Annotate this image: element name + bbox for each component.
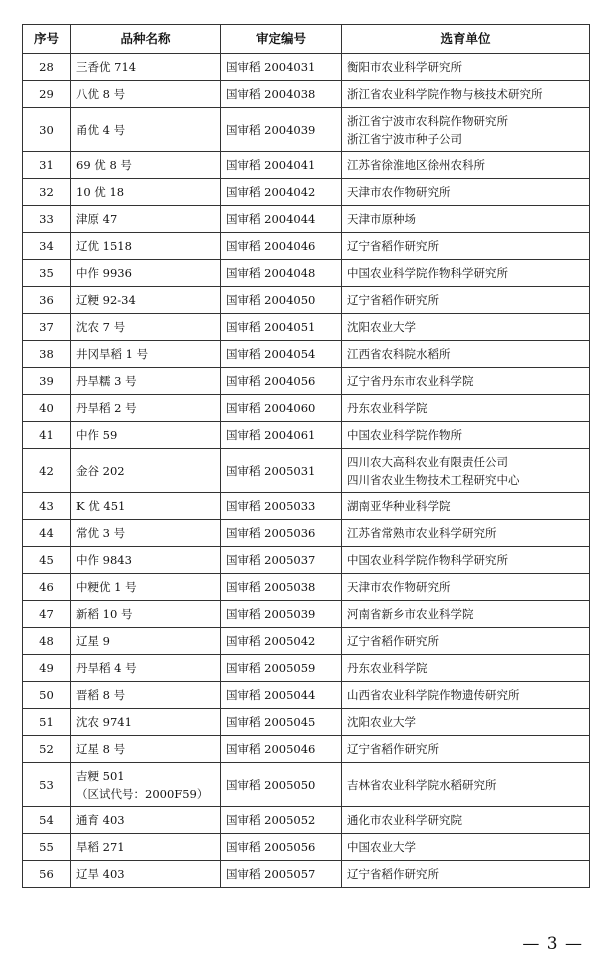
variety-name-line: 辽星 9	[76, 634, 110, 648]
cell-variety-name	[71, 395, 221, 422]
cell-breeding-unit	[342, 341, 590, 368]
cell-approval-number: 国审稻 2005052	[221, 807, 342, 834]
cell-serial-number: 48	[23, 628, 71, 655]
breeding-unit-line: 辽宁省丹东市农业科学院	[347, 374, 474, 388]
cell-breeding-unit	[342, 861, 590, 888]
cell-serial-number: 51	[23, 709, 71, 736]
cell-serial-number: 32	[23, 179, 71, 206]
cell-breeding-unit	[342, 206, 590, 233]
variety-name-line: 丹旱稻 2 号	[76, 401, 137, 415]
table-row	[23, 206, 590, 233]
cell-serial-number: 36	[23, 287, 71, 314]
cell-approval-number: 国审稻 2005056	[221, 834, 342, 861]
variety-name-line: 井冈旱稻 1 号	[76, 347, 149, 361]
cell-variety-name	[71, 861, 221, 888]
breeding-unit-line: 沈阳农业大学	[347, 715, 416, 729]
cell-breeding-unit	[342, 368, 590, 395]
cell-variety-name	[71, 152, 221, 179]
cell-approval-number: 国审稻 2005031	[221, 449, 342, 493]
table-row	[23, 861, 590, 888]
cell-serial-number: 44	[23, 520, 71, 547]
table-row	[23, 314, 590, 341]
cell-approval-number: 国审稻 2005042	[221, 628, 342, 655]
variety-name-line: 沈农 9741	[76, 715, 132, 729]
table-row	[23, 152, 590, 179]
cell-breeding-unit	[342, 179, 590, 206]
cell-serial-number: 47	[23, 601, 71, 628]
table-row	[23, 709, 590, 736]
cell-variety-name	[71, 108, 221, 152]
variety-name-line: 新稻 10 号	[76, 607, 133, 621]
variety-name-line: 津原 47	[76, 212, 118, 226]
breeding-unit-line: 浙江省宁波市种子公司	[347, 131, 462, 146]
variety-name-line: 甬优 4 号	[76, 122, 126, 137]
cell-breeding-unit	[342, 709, 590, 736]
cell-variety-name	[71, 574, 221, 601]
breeding-unit-line: 吉林省农业科学院水稻研究所	[347, 777, 497, 792]
cell-serial-number: 35	[23, 260, 71, 287]
breeding-unit-line: 丹东农业科学院	[347, 401, 428, 415]
cell-variety-name	[71, 628, 221, 655]
cell-breeding-unit	[342, 601, 590, 628]
table-row	[23, 108, 590, 152]
table-row	[23, 422, 590, 449]
breeding-unit-line: 湖南亚华种业科学院	[347, 499, 451, 513]
breeding-unit-line: 天津市原种场	[347, 212, 416, 226]
cell-serial-number: 49	[23, 655, 71, 682]
breeding-unit-line: 天津市农作物研究所	[347, 185, 451, 199]
table-row	[23, 179, 590, 206]
table-row	[23, 655, 590, 682]
breeding-unit-line: 浙江省农业科学院作物与核技术研究所	[347, 87, 543, 101]
cell-serial-number: 45	[23, 547, 71, 574]
cell-approval-number: 国审稻 2004051	[221, 314, 342, 341]
cell-serial-number: 39	[23, 368, 71, 395]
table-row	[23, 601, 590, 628]
cell-serial-number: 56	[23, 861, 71, 888]
variety-name-line: 中作 9843	[76, 553, 132, 567]
cell-approval-number: 国审稻 2005044	[221, 682, 342, 709]
breeding-unit-line: 中国农业科学院作物科学研究所	[347, 266, 508, 280]
cell-variety-name	[71, 449, 221, 493]
cell-serial-number: 28	[23, 54, 71, 81]
cell-approval-number: 国审稻 2004042	[221, 179, 342, 206]
variety-name-line: 辽优 1518	[76, 239, 132, 253]
page-number: — 3 —	[522, 934, 583, 954]
cell-breeding-unit	[342, 520, 590, 547]
table-row	[23, 81, 590, 108]
cell-serial-number: 46	[23, 574, 71, 601]
cell-breeding-unit	[342, 834, 590, 861]
table-row	[23, 449, 590, 493]
cell-approval-number: 国审稻 2004050	[221, 287, 342, 314]
table-row	[23, 287, 590, 314]
table-row	[23, 520, 590, 547]
cell-approval-number: 国审稻 2004031	[221, 54, 342, 81]
table-row	[23, 395, 590, 422]
table-row	[23, 807, 590, 834]
cell-breeding-unit	[342, 449, 590, 493]
table-row	[23, 547, 590, 574]
variety-name-line: 69 优 8 号	[76, 158, 132, 172]
cell-variety-name	[71, 807, 221, 834]
table-row	[23, 628, 590, 655]
cell-breeding-unit	[342, 763, 590, 807]
cell-serial-number: 37	[23, 314, 71, 341]
table-row	[23, 834, 590, 861]
table-row	[23, 368, 590, 395]
cell-variety-name	[71, 655, 221, 682]
table-row	[23, 493, 590, 520]
variety-name-line: K 优 451	[76, 499, 126, 513]
breeding-unit-line: 江苏省常熟市农业科学研究所	[347, 526, 497, 540]
variety-name-line: 辽粳 92-34	[76, 293, 136, 307]
cell-breeding-unit	[342, 395, 590, 422]
cell-variety-name	[71, 682, 221, 709]
cell-serial-number: 54	[23, 807, 71, 834]
variety-name-line: 丹旱稻 4 号	[76, 661, 137, 675]
breeding-unit-line: 辽宁省稻作研究所	[347, 634, 439, 648]
cell-variety-name	[71, 601, 221, 628]
cell-variety-name	[71, 520, 221, 547]
header-variety-name: 品种名称	[71, 25, 221, 54]
table-header-row	[23, 25, 590, 54]
cell-breeding-unit	[342, 81, 590, 108]
cell-breeding-unit	[342, 807, 590, 834]
cell-variety-name	[71, 422, 221, 449]
cell-approval-number: 国审稻 2004039	[221, 108, 342, 152]
cell-variety-name	[71, 493, 221, 520]
variety-name-line: 常优 3 号	[76, 526, 126, 540]
cell-approval-number: 国审稻 2005045	[221, 709, 342, 736]
table-row	[23, 233, 590, 260]
cell-breeding-unit	[342, 54, 590, 81]
cell-approval-number: 国审稻 2005036	[221, 520, 342, 547]
cell-breeding-unit	[342, 287, 590, 314]
table-row	[23, 260, 590, 287]
breeding-unit-line: 辽宁省稻作研究所	[347, 867, 439, 881]
cell-breeding-unit	[342, 233, 590, 260]
cell-breeding-unit	[342, 574, 590, 601]
cell-variety-name	[71, 709, 221, 736]
cell-serial-number: 30	[23, 108, 71, 152]
table-row	[23, 736, 590, 763]
cell-approval-number: 国审稻 2004044	[221, 206, 342, 233]
cell-variety-name	[71, 260, 221, 287]
cell-approval-number: 国审稻 2004054	[221, 341, 342, 368]
cell-approval-number: 国审稻 2004060	[221, 395, 342, 422]
cell-variety-name	[71, 54, 221, 81]
variety-name-line: 吉粳 501	[76, 768, 125, 783]
cell-breeding-unit	[342, 314, 590, 341]
table-row	[23, 682, 590, 709]
breeding-unit-line: 河南省新乡市农业科学院	[347, 607, 474, 621]
cell-serial-number: 33	[23, 206, 71, 233]
cell-serial-number: 41	[23, 422, 71, 449]
cell-approval-number: 国审稻 2004041	[221, 152, 342, 179]
table-row	[23, 341, 590, 368]
variety-name-line: 10 优 18	[76, 185, 125, 199]
cell-variety-name	[71, 287, 221, 314]
variety-name-line: 辽旱 403	[76, 867, 125, 881]
cell-serial-number: 40	[23, 395, 71, 422]
header-serial-number: 序号	[23, 25, 71, 54]
variety-name-line: 三香优 714	[76, 60, 137, 74]
variety-name-line: 辽星 8 号	[76, 742, 126, 756]
cell-variety-name	[71, 341, 221, 368]
cell-variety-name	[71, 736, 221, 763]
cell-approval-number: 国审稻 2005033	[221, 493, 342, 520]
cell-approval-number: 国审稻 2005037	[221, 547, 342, 574]
breeding-unit-line: 江苏省徐淮地区徐州农科所	[347, 158, 485, 172]
cell-breeding-unit	[342, 260, 590, 287]
cell-serial-number: 52	[23, 736, 71, 763]
breeding-unit-line: 沈阳农业大学	[347, 320, 416, 334]
breeding-unit-line: 丹东农业科学院	[347, 661, 428, 675]
cell-breeding-unit	[342, 422, 590, 449]
variety-name-line: 金谷 202	[76, 463, 125, 478]
cell-serial-number: 42	[23, 449, 71, 493]
breeding-unit-line: 衡阳市农业科学研究所	[347, 60, 462, 74]
variety-name-line: 通育 403	[76, 813, 125, 827]
cell-variety-name	[71, 233, 221, 260]
cell-breeding-unit	[342, 655, 590, 682]
cell-approval-number: 国审稻 2004056	[221, 368, 342, 395]
cell-breeding-unit	[342, 628, 590, 655]
cell-approval-number: 国审稻 2004046	[221, 233, 342, 260]
cell-variety-name	[71, 834, 221, 861]
cell-variety-name	[71, 206, 221, 233]
breeding-unit-line: 辽宁省稻作研究所	[347, 742, 439, 756]
breeding-unit-line: 中国农业科学院作物科学研究所	[347, 553, 508, 567]
variety-name-line: 晋稻 8 号	[76, 688, 126, 702]
breeding-unit-line: 四川农大高科农业有限责任公司	[347, 454, 508, 469]
breeding-unit-line: 辽宁省稻作研究所	[347, 293, 439, 307]
cell-serial-number: 55	[23, 834, 71, 861]
variety-name-line: 中作 59	[76, 428, 118, 442]
breeding-unit-line: 中国农业大学	[347, 840, 416, 854]
variety-name-line: 丹旱糯 3 号	[76, 374, 137, 388]
cell-variety-name	[71, 314, 221, 341]
variety-name-line: 八优 8 号	[76, 87, 126, 101]
header-approval-number: 审定编号	[221, 25, 342, 54]
variety-table	[22, 24, 590, 888]
cell-serial-number: 38	[23, 341, 71, 368]
cell-approval-number: 国审稻 2004061	[221, 422, 342, 449]
breeding-unit-line: 天津市农作物研究所	[347, 580, 451, 594]
variety-name-line: 沈农 7 号	[76, 320, 126, 334]
cell-approval-number: 国审稻 2005059	[221, 655, 342, 682]
cell-serial-number: 31	[23, 152, 71, 179]
cell-breeding-unit	[342, 493, 590, 520]
breeding-unit-line: 四川省农业生物技术工程研究中心	[347, 472, 520, 487]
cell-approval-number: 国审稻 2005057	[221, 861, 342, 888]
cell-breeding-unit	[342, 547, 590, 574]
cell-variety-name	[71, 763, 221, 807]
table-row	[23, 574, 590, 601]
cell-variety-name	[71, 368, 221, 395]
cell-approval-number: 国审稻 2004038	[221, 81, 342, 108]
cell-breeding-unit	[342, 152, 590, 179]
table-row	[23, 54, 590, 81]
variety-name-line: 旱稻 271	[76, 840, 125, 854]
cell-approval-number: 国审稻 2005046	[221, 736, 342, 763]
cell-variety-name	[71, 547, 221, 574]
breeding-unit-line: 江西省农科院水稻所	[347, 347, 451, 361]
breeding-unit-line: 中国农业科学院作物所	[347, 428, 462, 442]
cell-breeding-unit	[342, 108, 590, 152]
cell-approval-number: 国审稻 2005039	[221, 601, 342, 628]
cell-serial-number: 53	[23, 763, 71, 807]
breeding-unit-line: 辽宁省稻作研究所	[347, 239, 439, 253]
variety-name-line: 中粳优 1 号	[76, 580, 137, 594]
table-body	[23, 54, 590, 888]
cell-approval-number: 国审稻 2005038	[221, 574, 342, 601]
breeding-unit-line: 浙江省宁波市农科院作物研究所	[347, 113, 508, 128]
header-breeding-unit: 选育单位	[342, 25, 590, 54]
table-row	[23, 763, 590, 807]
cell-serial-number: 50	[23, 682, 71, 709]
breeding-unit-line: 通化市农业科学研究院	[347, 813, 462, 827]
cell-breeding-unit	[342, 736, 590, 763]
cell-variety-name	[71, 81, 221, 108]
cell-serial-number: 29	[23, 81, 71, 108]
variety-name-line: 中作 9936	[76, 266, 132, 280]
cell-approval-number: 国审稻 2004048	[221, 260, 342, 287]
breeding-unit-line: 山西省农业科学院作物遗传研究所	[347, 688, 520, 702]
cell-breeding-unit	[342, 682, 590, 709]
cell-approval-number: 国审稻 2005050	[221, 763, 342, 807]
variety-name-line: （区试代号：2000F59）	[76, 786, 209, 801]
cell-serial-number: 34	[23, 233, 71, 260]
cell-serial-number: 43	[23, 493, 71, 520]
cell-variety-name	[71, 179, 221, 206]
